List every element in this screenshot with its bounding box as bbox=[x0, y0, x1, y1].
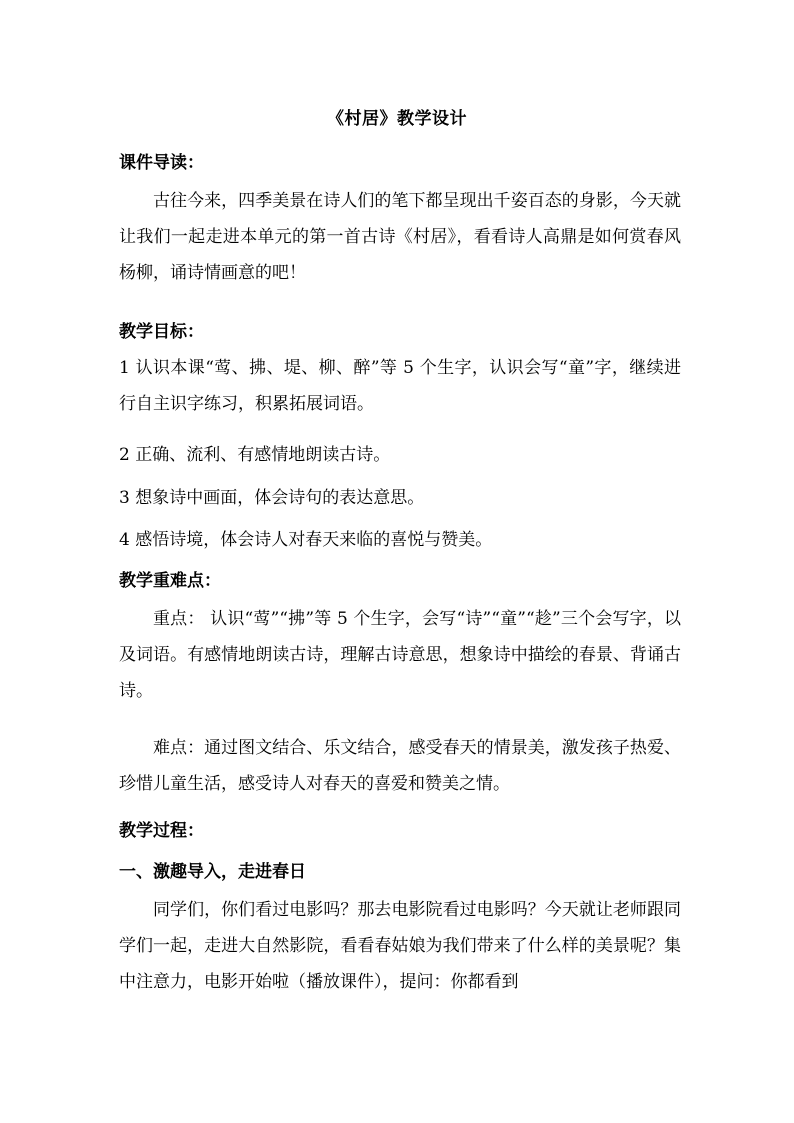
paragraph-key-points: 重点： 认识“莺”“拂”等 5 个生字，会写“诗”“童”“趁”三个会写字，以及词语。有感情地朗读古诗，理解古诗意思，想象诗中描绘的春景、背诵古诗。 bbox=[119, 609, 681, 701]
paragraph-step-1: 同学们，你们看过电影吗？那去电影院看过电影吗？今天就让老师跟同学们一起，走进大自然影院，看看春姑娘为我们带来了什么样的美景呢？集中注意力，电影开始啦（播放课件），提问：你都看到 bbox=[119, 900, 681, 992]
goal-item-1: 1 认识本课“莺、拂、堤、柳、醉”等 5 个生字，认识会写“童”字，继续进行自主识字练习，积累拓展词语。 bbox=[119, 358, 681, 414]
paragraph-intro: 古往今来，四季美景在诗人们的笔下都呈现出千姿百态的身影，今天就让我们一起走进本单元的第一首古诗《村居》，看看诗人高鼎是如何赏春风杨柳，诵诗情画意的吧！ bbox=[119, 191, 681, 283]
heading-goals: 教学目标： bbox=[119, 322, 204, 342]
heading-process: 教学过程： bbox=[119, 821, 204, 841]
document-title: 《村居》教学设计 bbox=[327, 109, 467, 129]
heading-key-points: 教学重难点： bbox=[119, 571, 221, 591]
heading-intro: 课件导读： bbox=[119, 153, 204, 173]
heading-step-1: 一、激趣导入，走进春日 bbox=[119, 862, 306, 882]
goal-item-4: 4 感悟诗境，体会诗人对春天来临的喜悦与赞美。 bbox=[119, 530, 493, 550]
goal-item-2: 2 正确、流利、有感情地朗读古诗。 bbox=[119, 445, 391, 465]
goal-item-3: 3 想象诗中画面，体会诗句的表达意思。 bbox=[119, 488, 425, 508]
paragraph-difficult-points: 难点：通过图文结合、乐文结合，感受春天的情景美，激发孩子热爱、珍惜儿童生活，感受诗人对春天的喜爱和赞美之情。 bbox=[119, 738, 681, 794]
